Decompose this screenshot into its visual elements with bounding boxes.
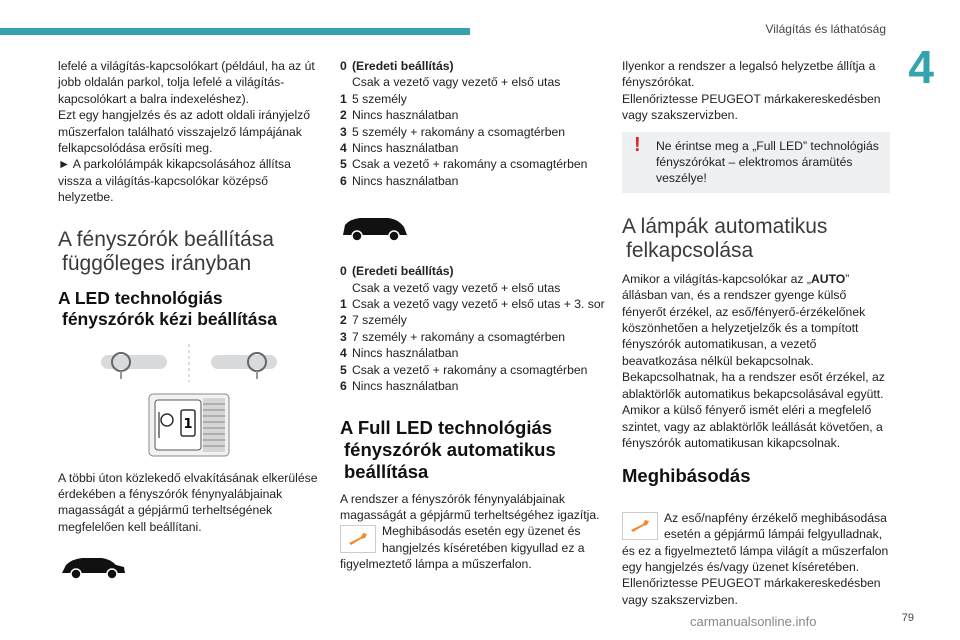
heading-auto-lights: [622, 215, 890, 263]
car-icon: [58, 551, 128, 583]
heading-full-led-auto: [340, 417, 606, 483]
heading-fault: Meghibásodás: [622, 465, 751, 487]
list-number: 5: [340, 157, 347, 172]
steering-wheel-right-icon: [209, 345, 279, 381]
heading-line: beállítása: [344, 460, 429, 482]
list-text: 7 személy + rakomány a csomagtérben: [352, 329, 566, 344]
column-2: [340, 58, 606, 573]
headlamp-dial-illustration: [58, 392, 320, 458]
heading-line: felkapcsolása: [626, 238, 754, 262]
intro-paragraph: lefelé a világítás-kapcsolókart (például, ha az út jobb oldalán parkol, tolja lefelé a világítás-kapcsolókart a balra indexeléshez). Ezt egy hangjelzés és az adott oldali irányjelző műszerfalon található visszajelző lámpájának felkapcsolódása erősíti meg. ► A parkolólámpák kikapcsolásához állítsa vissza a világítás-kapcsolókar középső helyzetbe.: [58, 59, 315, 205]
warning-text: Ne érintse meg a „Full LED” technológiás fényszórókat – elektromos áramütés veszélye!: [656, 138, 879, 186]
auto-label: AUTO: [810, 271, 846, 286]
chapter-number: 4: [908, 41, 934, 93]
list-item: [340, 173, 606, 189]
fault-text: Az eső/napfény érzékelő meghibásodása esetén a gépjármű lámpái felgyulladnak, és ez a figyelmeztető lámpa világít a műszerfalon egy hangjelzés és/vagy üzenet kíséretében. Ellenőriztesse PEUGEOT márkakereskedésben vagy szakszervizben.: [622, 510, 889, 607]
watermark: carmanualsonline.info: [690, 614, 817, 629]
list-item: [340, 378, 606, 394]
list-text: 5 személy: [352, 91, 407, 106]
list-text: Nincs használatban: [352, 108, 459, 123]
body-paragraph: A többi úton közlekedő elvakításának elkerülése érdekében a fényszórók fénynyalábjainak magasságát a gépjármű terheltségének megfelelően kell beállítani.: [58, 470, 318, 534]
heading-headlamp-adjust: [58, 228, 320, 276]
body-paragraph: A rendszer a fényszórók fénynyalábjainak magasságát a gépjármű terheltségéhez igazítja.: [340, 491, 600, 522]
list-text: Csak a vezető + rakomány a csomagtérben: [352, 362, 588, 377]
column-3: [622, 58, 890, 608]
list-number: 3: [340, 124, 347, 139]
steering-wheel-left-icon: [99, 345, 169, 381]
list-text: Csak a vezető vagy vezető + első utas + 3. sor: [352, 297, 605, 312]
list-text-bold: (Eredeti beállítás): [352, 59, 454, 73]
exclamation-icon: !: [634, 133, 641, 156]
heading-line: A lámpák automatikus: [622, 214, 828, 238]
list-item: [340, 263, 606, 296]
list-number: 2: [340, 313, 347, 328]
list-item: [340, 124, 606, 140]
list-item: [340, 362, 606, 378]
list-text: Nincs használatban: [352, 173, 459, 188]
list-item: [340, 107, 606, 123]
heading-line: fényszórók kézi beállítása: [62, 308, 277, 329]
heading-line: függőleges irányban: [62, 251, 252, 275]
list-number: 2: [340, 108, 347, 123]
heading-line: A fényszórók beállítása: [58, 227, 274, 251]
list-text: (Eredeti beállítás) Csak a vezető vagy vezető + első utas: [352, 264, 561, 295]
column-1: [58, 58, 320, 583]
list-number: 1: [340, 91, 347, 106]
auto-paragraph: [622, 271, 890, 451]
suv-icon: [340, 211, 410, 245]
heading-line: A LED technológiás: [58, 287, 223, 308]
list-number: 0: [340, 59, 347, 73]
list-text-bold: (Eredeti beállítás): [352, 264, 454, 279]
list-number: 3: [340, 329, 347, 344]
list-item: [340, 156, 606, 172]
svg-text:1: 1: [183, 416, 193, 432]
text: ” állásban van, és a rendszer gyenge külső fényerőt érzékel, az eső/fényerő-érzékelőnek köszönhetően a helyzetjelzők és a tompított fényszórók automatikusan, a vezető beavatkozása nélkül bekapcsolnak. Bekapcsolhatnak, ha a rendszer esőt érzékel, az ablaktörlők automatikus bekapcsolásával együtt. Amikor a külső fényerő ismét eléri a megfelelő szintet, vagy az ablaktörlők leállását követően, a fényszórók automatikusan kikapcsolnak.: [622, 271, 885, 450]
list-number: 4: [340, 346, 347, 361]
list-item: [340, 296, 606, 312]
list-text: (Eredeti beállítás) Csak a vezető vagy vezető + első utas: [352, 59, 561, 90]
page-number: 79: [901, 612, 914, 624]
header-accent-bar: [0, 28, 470, 35]
load-list-7-seat: [340, 263, 606, 394]
warning-box: [622, 132, 890, 193]
list-item: [340, 140, 606, 156]
list-number: 6: [340, 379, 347, 394]
list-number: 4: [340, 141, 347, 156]
list-number: 1: [340, 297, 347, 312]
wrench-warning-icon: [340, 525, 376, 553]
list-text: 7 személy: [352, 313, 407, 328]
intro-paragraph: Ilyenkor a rendszer a legalsó helyzetbe állítja a fényszórókat. Ellenőriztesse PEUGEOT márkakereskedésben vagy szakszervizben.: [622, 59, 881, 123]
load-list-5-seat: [340, 58, 606, 189]
divider: [187, 344, 191, 382]
list-text: 5 személy + rakomány a csomagtérben: [352, 124, 566, 139]
heading-led-manual: [58, 288, 320, 330]
list-number: 6: [340, 173, 347, 188]
list-item: [340, 345, 606, 361]
list-number: 0: [340, 264, 347, 279]
list-item: [340, 58, 606, 91]
list-item: [340, 329, 606, 345]
list-item: [340, 312, 606, 328]
fault-paragraph: [622, 493, 890, 608]
heading-line: fényszórók automatikus: [344, 438, 556, 460]
section-title: Világítás és láthatóság: [765, 22, 886, 36]
wrench-warning-icon: [622, 512, 658, 540]
heading-line: A Full LED technológiás: [340, 416, 553, 438]
text: Amikor a világítás-kapcsolókar az „: [622, 271, 811, 286]
list-text: Nincs használatban: [352, 346, 459, 361]
list-text: Nincs használatban: [352, 141, 459, 156]
headlamp-dial-icon: [147, 392, 231, 458]
list-item: [340, 91, 606, 107]
steering-wheel-illustration: [58, 344, 320, 382]
fault-paragraph: [340, 523, 606, 572]
list-text: Csak a vezető + rakomány a csomagtérben: [352, 157, 588, 172]
list-text: Nincs használatban: [352, 379, 459, 394]
fault-text: Meghibásodás esetén egy üzenet és hangjelzés kíséretében kigyullad ez a figyelmeztető lámpa a műszerfalon.: [340, 524, 585, 572]
list-number: 5: [340, 362, 347, 377]
